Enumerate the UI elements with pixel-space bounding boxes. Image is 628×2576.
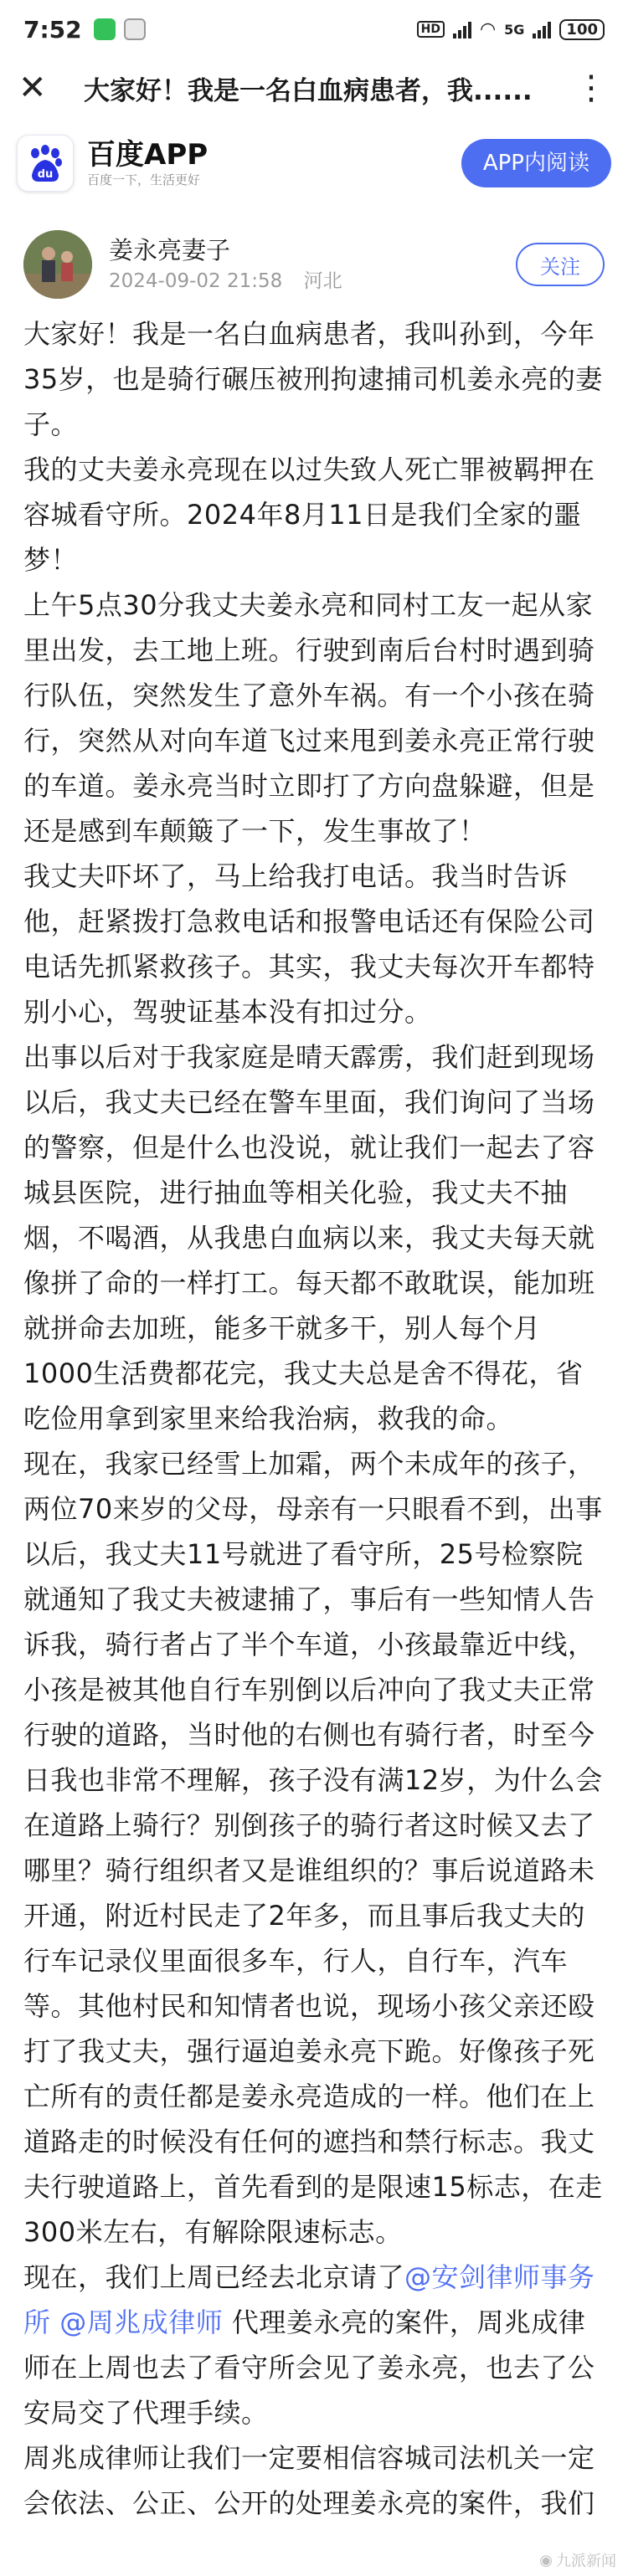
nav-title: 大家好！我是一名白血病患者，我...... [84,75,533,106]
article-paragraph: 现在，我家已经雪上加霜，两个未成年的孩子，两位70来岁的父母，母亲有一只眼看不到，出事以后，我丈夫11号就进了看守所，25号检察院就通知了我丈夫被逮捕了，事后有一些知情人告诉我，骑行者占了半个车道，小孩最靠近中线，小孩是被其他自行车别倒以后冲向了我丈夫正常行驶的道路，当时他的右侧也有骑行者，时至今日我也非常不理解，孩子没有满12岁，为什么会在道路上骑行？别倒孩子的骑行者这时候又去了哪里？骑行组织者又是谁组织的？事后说道路未开通，附近村民走了2年多，而且事后我丈夫的行车记录仪里面很多车，行人，自行车，汽车等。其他村民和知情者也说，现场小孩父亲还殴打了我丈夫，强行逼迫姜永亮下跪。好像孩子死亡所有的责任都是姜永亮造成的一样。他们在上道路走的时候没有任何的遮挡和禁行标志。我丈夫行驶道路上，首先看到的是限速15标志，在走300米左右，有解除限速标志。 [23,1448,603,2248]
network-label: 5G [504,21,525,38]
author-row [0,224,628,305]
article-paragraph: 上午5点30分我丈夫姜永亮和同村工友一起从家里出发，去工地上班。行驶到南后台村时遇到骑行队伍，突然发生了意外车祸。有一个小孩在骑行，突然从对向车道飞过来甩到姜永亮正常行驶的车道。姜永亮当时立即打了方向盘躲避，但是还是感到车颠簸了一下，发生事故了！ [23,589,595,847]
status-indicators [417,19,605,40]
watermark-text: 九派新闻 [556,2553,616,2570]
author-name[interactable]: 姜永亮妻子 [109,236,231,264]
signal-icon-2 [533,20,551,38]
article-paragraph: 大家好！我是一名白血病患者，我叫孙到，今年35岁，也是骑行碾压被刑拘逮捕司机姜永亮的妻子。 [23,318,603,440]
article-paragraph: 我丈夫吓坏了，马上给我打电话。我当时告诉他，赶紧拨打急救电话和报警电话还有保险公司电话先抓紧救孩子。其实，我丈夫每次开车都特别小心，驾驶证基本没有扣过分。 [23,860,595,1028]
notification-icons [94,18,146,40]
article-body [23,311,605,2526]
article-paragraph: 我的丈夫姜永亮现在以过失致人死亡罪被羁押在容城看守所。2024年8月11日是我们全家的噩梦！ [23,454,595,576]
wifi-icon: ◠ [479,18,497,40]
paragraph-text: 现在，我们上周已经去北京请了 [23,2261,405,2293]
battery-icon: 100 [559,19,605,40]
article-paragraph-lawyer [23,2255,605,2435]
nav-bar [0,59,628,117]
status-bar [0,0,628,59]
baidu-logo-icon [17,135,74,192]
weibo-icon: ◉ [539,2551,553,2569]
mention-lawyer-link[interactable]: @周兆成律师 [59,2307,224,2338]
post-location: 河北 [303,270,342,292]
paragraph-text: 代理姜永亮的案件，周兆成律师在上周也去了看守所会见了姜永亮，也去了公安局交了代理手续。 [23,2307,595,2429]
close-icon[interactable]: ✕ [18,69,47,107]
author-info [109,233,358,295]
app-banner [0,117,628,209]
follow-button[interactable]: 关注 [516,243,605,286]
article-paragraph: 周兆成律师让我们一定要相信容城司法机关一定会依法、公正、公开的处理姜永亮的案件，我们 [23,2442,595,2519]
open-in-app-button[interactable]: APP内阅读 [461,139,611,187]
watermark [539,2549,616,2571]
brand-slogan: 百度一下，生活更好 [87,172,201,187]
mention-spacer [51,2307,60,2338]
author-meta [109,267,358,295]
avatar[interactable] [23,230,92,299]
mention-law-firm-link[interactable]: @安剑律师事务所 [23,2261,595,2338]
chat-icon [124,18,146,40]
hd-icon: HD [417,21,445,38]
signal-icon [453,20,471,38]
post-date: 2024-09-02 21:58 [109,270,283,292]
more-options-icon[interactable]: ⋮ [574,69,610,107]
phone-icon [94,18,116,40]
logo-text: du [37,168,54,181]
article-paragraph: 出事以后对于我家庭是晴天霹雳，我们赶到现场以后，我丈夫已经在警车里面，我们询问了当场的警察，但是什么也没说，就让我们一起去了容城县医院，进行抽血等相关化验，我丈夫不抽烟，不喝酒，从我患白血病以来，我丈夫每天就像拼了命的一样打工。每天都不敢耽误，能加班就拼命去加班，能多干就多干，别人每个月1000生活费都花完，我丈夫总是舍不得花，省吃俭用拿到家里来给我治病，救我的命。 [23,1041,595,1434]
brand [87,138,208,188]
brand-name: 百度APP [87,138,208,172]
status-time: 7:52 [23,15,82,44]
